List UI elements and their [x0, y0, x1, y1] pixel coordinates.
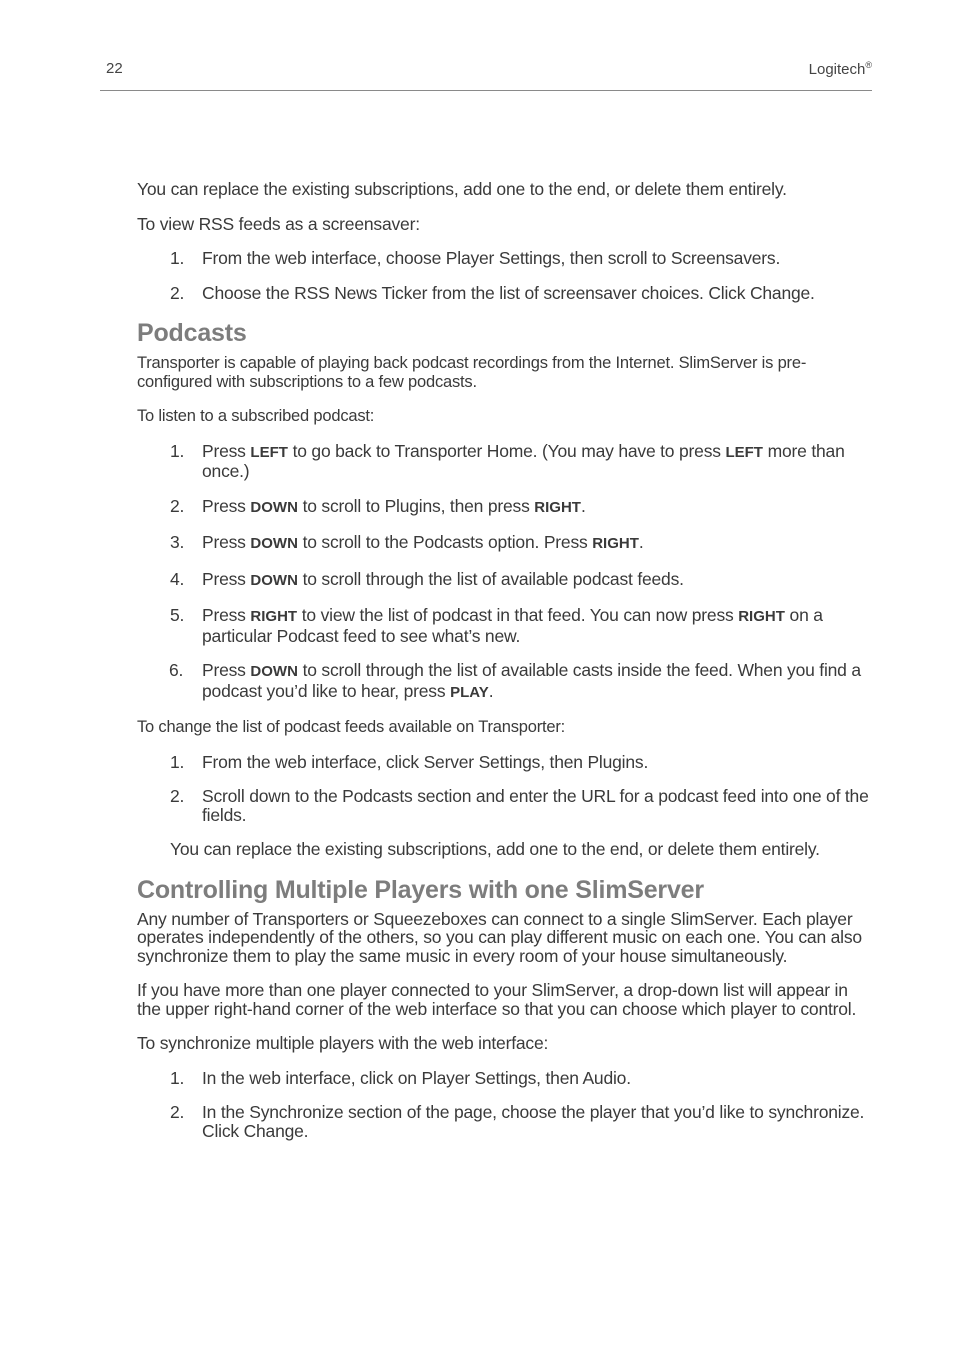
- list-number: 4.: [170, 568, 185, 589]
- list-text: to scroll to Plugins, then press: [297, 495, 535, 516]
- page-header: [100, 60, 872, 91]
- list-item: [137, 606, 875, 645]
- list-text: Press: [202, 532, 251, 552]
- list-item: [137, 497, 875, 518]
- list-number: 5.: [170, 605, 185, 625]
- synchronize-intro: To synchronize multiple players with the web interface:: [137, 1033, 549, 1053]
- list-text: to scroll through the list of available casts inside the feed. When you find a podcast you’d like to hear, press: [202, 660, 861, 701]
- list-number: 2.: [170, 495, 185, 516]
- list-item: [137, 753, 875, 772]
- list-text: From the web interface, choose Player Settings, then scroll to Screensavers.: [202, 248, 781, 268]
- list-text: Choose the RSS News Ticker from the list of screensaver choices. Click Change.: [202, 282, 815, 303]
- page-content: [137, 180, 875, 1156]
- list-item: [137, 570, 875, 591]
- list-number: 2.: [170, 1102, 185, 1122]
- list-number: 1.: [170, 1067, 185, 1088]
- list-number: 1.: [170, 440, 185, 461]
- list-number: 2.: [170, 786, 185, 806]
- list-text: to view the list of podcast in that feed. You can now press: [297, 605, 739, 625]
- brand-text: Logitech: [808, 61, 866, 78]
- listen-intro: To listen to a subscribed podcast:: [137, 407, 375, 425]
- change-feeds-steps-list: [137, 753, 875, 825]
- page-number: 22: [106, 60, 123, 77]
- key-name: RIGHT: [738, 608, 785, 625]
- list-text: on a particular Podcast feed to see what’s new.: [202, 605, 823, 646]
- key-name: RIGHT: [250, 608, 298, 625]
- change-feeds-intro: To change the list of podcast feeds available on Transporter:: [137, 718, 566, 736]
- list-text: In the web interface, click on Player Settings, then Audio.: [202, 1067, 631, 1088]
- list-text: .: [580, 495, 586, 516]
- synchronize-steps-list: [137, 1069, 875, 1141]
- key-name: PLAY: [450, 683, 489, 701]
- list-text: to scroll through the list of available podcast feeds.: [297, 568, 684, 589]
- list-text: .: [488, 680, 494, 701]
- list-text: to scroll to the Podcasts option. Press: [297, 532, 593, 552]
- multi-paragraph-2: If you have more than one player connected to your SlimServer, a drop-down list will appear in the upper right-hand corner of the web interface so that you can choose which player to control.: [137, 980, 857, 1019]
- list-item: [137, 284, 875, 303]
- rss-steps-list: [137, 249, 875, 302]
- list-text: more than once.): [202, 440, 845, 481]
- key-name: DOWN: [250, 663, 298, 680]
- list-text: Press: [202, 440, 251, 461]
- section-heading-podcasts: Podcasts: [137, 319, 247, 347]
- list-text: In the Synchronize section of the page, choose the player that you’d like to synchronize. Click Change.: [202, 1102, 865, 1141]
- key-name: LEFT: [725, 443, 763, 461]
- list-item: [137, 1103, 875, 1140]
- list-item: [137, 442, 875, 481]
- list-number: 2.: [170, 282, 185, 303]
- key-name: DOWN: [250, 498, 298, 516]
- replace-subscriptions-note: You can replace the existing subscriptions, add one to the end, or delete them entirely.: [170, 839, 820, 859]
- list-text: Press: [202, 660, 251, 680]
- list-number: 6.: [169, 660, 184, 680]
- list-item: [137, 787, 875, 824]
- multi-paragraph-1: Any number of Transporters or Squeezeboxes can connect to a single SlimServer. Each player operates independently of the others, so you can play different music on each one. You can also synchronize them to play the same music in every room of your house simultaneously.: [137, 908, 862, 966]
- brand-name: [809, 60, 872, 78]
- rss-screensaver-intro: To view RSS feeds as a screensaver:: [137, 213, 420, 234]
- key-name: RIGHT: [534, 498, 581, 516]
- list-item: [137, 1069, 875, 1088]
- list-number: 3.: [170, 532, 185, 552]
- key-name: DOWN: [250, 535, 298, 552]
- key-name: LEFT: [250, 443, 288, 461]
- registered-mark: ®: [865, 60, 872, 70]
- list-item: [137, 533, 875, 554]
- key-name: DOWN: [250, 571, 298, 589]
- list-item: [137, 661, 875, 702]
- podcasts-paragraph: Transporter is capable of playing back podcast recordings from the Internet. SlimServer is pre-configured with subscriptions to a few podcasts.: [137, 354, 807, 391]
- list-text: Press: [202, 605, 251, 625]
- listen-steps-list: [137, 442, 875, 703]
- list-text: Scroll down to the Podcasts section and enter the URL for a podcast feed into one of the fields.: [202, 786, 869, 825]
- intro-paragraph: You can replace the existing subscriptions, add one to the end, or delete them entirely.: [137, 179, 787, 199]
- list-text: .: [638, 532, 644, 552]
- section-heading-multiple-players: Controlling Multiple Players with one SlimServer: [137, 875, 704, 904]
- list-text: From the web interface, click Server Settings, then Plugins.: [202, 751, 649, 772]
- list-text: Press: [202, 495, 251, 516]
- list-number: 1.: [170, 751, 185, 772]
- list-number: 1.: [170, 248, 185, 268]
- list-item: [137, 249, 875, 268]
- key-name: RIGHT: [592, 535, 639, 552]
- list-text: Press: [202, 568, 251, 589]
- list-text: to go back to Transporter Home. (You may have to press: [287, 440, 726, 461]
